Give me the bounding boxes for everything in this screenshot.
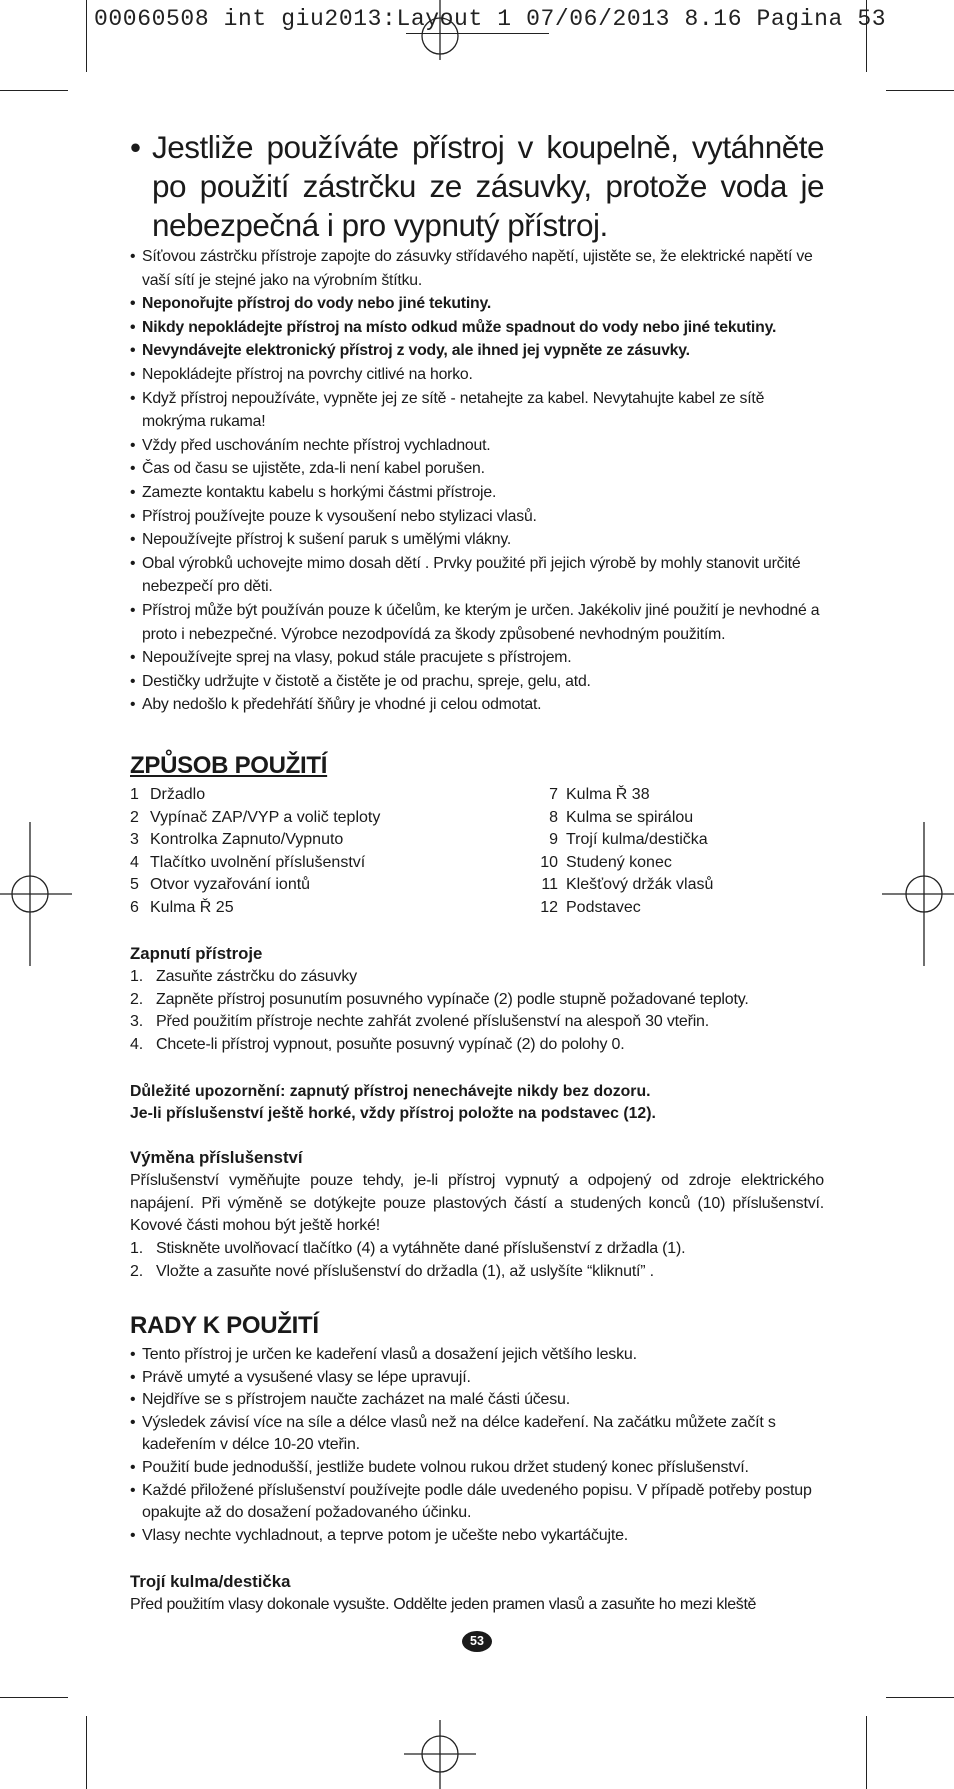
- list-item: • Přístroj používejte pouze k vysoušení nebo stylizaci vlasů.: [130, 505, 824, 529]
- list-item: • Vždy před uschováním nechte přístroj vychladnout.: [130, 434, 824, 458]
- part-number: 7: [549, 786, 558, 803]
- step-item: [130, 989, 824, 1012]
- part-number: 8: [549, 808, 558, 826]
- step-text: Před použitím přístroje nechte zahřát zvolené příslušenství na alespoň 30 vteřin.: [156, 1013, 709, 1031]
- part-label: Kontrolka Zapnuto/Vypnuto: [150, 831, 344, 849]
- registration-mark-icon: [0, 822, 72, 966]
- list-item: • Nevyndávejte elektronický přístroj z vody, ale ihned jej vypněte ze zásuvky.: [130, 339, 824, 363]
- part-number: 5: [130, 876, 139, 894]
- part-number: 1: [130, 786, 139, 803]
- tips-list: [130, 1344, 824, 1547]
- list-item: • Nepoužívejte přístroj k sušení paruk s umělými vlákny.: [130, 528, 824, 552]
- subsection-title-exchange: Výměna příslušenství: [130, 1148, 303, 1167]
- list-item: • Nejdříve se s přístrojem naučte zacházet na malé části účesu.: [130, 1389, 824, 1412]
- crop-mark: [866, 1716, 867, 1789]
- step-text: Zasuňte zástrčku do zásuvky: [156, 968, 357, 985]
- section-title-usage: ZPŮSOB POUŽITÍ: [130, 752, 328, 779]
- step-item: [130, 1261, 824, 1284]
- part-number: 9: [549, 831, 558, 849]
- exchange-steps: [130, 1238, 824, 1283]
- part-number: 2: [130, 808, 139, 826]
- list-item: • Právě umyté a vysušené vlasy se lépe upravují.: [130, 1367, 824, 1390]
- intro-warning: [130, 128, 824, 245]
- part-label: Klešťový držák vlasů: [566, 876, 714, 894]
- crop-mark: [886, 1697, 954, 1698]
- parts-list-left: [130, 784, 510, 920]
- step-text: Chcete-li přístroj vypnout, posuňte posuvný vypínač (2) do polohy 0.: [156, 1035, 625, 1053]
- crop-mark: [86, 1716, 87, 1789]
- step-number: 4.: [130, 1035, 143, 1053]
- intro-warning-text: Jestliže používáte přístroj v koupelně, vytáhněte po použití zástrčku ze zásuvky, protože voda je nebezpečná i pro vypnutý přístroj.: [152, 129, 824, 243]
- part-number: 11: [541, 876, 558, 894]
- part-item: [130, 807, 510, 830]
- part-number: 6: [130, 898, 139, 916]
- step-number: 2.: [130, 1262, 143, 1280]
- section-title-tips: RADY K POUŽITÍ: [130, 1312, 319, 1339]
- part-item: [130, 829, 510, 852]
- step-item: [130, 966, 824, 989]
- step-item: [130, 1238, 824, 1261]
- warning-line: Je-li příslušenství ještě horké, vždy přístroj položte na podstavec (12).: [130, 1105, 656, 1122]
- list-item: • Použití bude jednodušší, jestliže budete volnou rukou držet studený konec příslušenství.: [130, 1457, 824, 1480]
- registration-mark-icon: [404, 1720, 476, 1789]
- part-label: Kulma se spirálou: [566, 808, 694, 826]
- part-label: Kulma Ř 25: [150, 898, 234, 916]
- list-item: • Destičky udržujte v čistotě a čistěte je od prachu, spreje, gelu, atd.: [130, 670, 824, 694]
- list-item: • Neponořujte přístroj do vody nebo jiné tekutiny.: [130, 292, 824, 316]
- page-number: 53: [462, 1631, 492, 1652]
- list-item: • Tento přístroj je určen ke kadeření vlasů a dosažení jejich většího lesku.: [130, 1344, 824, 1367]
- part-number: 12: [540, 898, 558, 916]
- part-item: [530, 852, 830, 875]
- list-item: • Zamezte kontaktu kabelu s horkými částmi přístroje.: [130, 481, 824, 505]
- switch-on-steps: [130, 966, 824, 1056]
- step-text: Vložte a zasuňte nové příslušenství do držadla (1), až uslyšíte “kliknutí” .: [156, 1262, 654, 1280]
- part-item: [530, 897, 830, 920]
- part-label: Vypínač ZAP/VYP a volič teploty: [150, 808, 381, 826]
- list-item: • Výsledek závisí více na síle a délce vlasů než na délce kadeření. Na začátku můžete začít s kadeřením v délce 10-20 vteřin.: [130, 1412, 824, 1457]
- part-label: Podstavec: [566, 898, 641, 916]
- safety-list: [130, 245, 824, 717]
- part-item: [130, 784, 510, 807]
- part-number: 4: [130, 853, 139, 871]
- part-item: [530, 784, 830, 807]
- part-item: [530, 874, 830, 897]
- list-item: • Nepoužívejte sprej na vlasy, pokud stále pracujete s přístrojem.: [130, 646, 824, 670]
- part-item: [130, 852, 510, 875]
- subsection-title-switch-on: Zapnutí přístroje: [130, 944, 263, 963]
- exchange-paragraph: Příslušenství vyměňujte pouze tehdy, je-li přístroj vypnutý a odpojený od zdroje elektrického napájení. Při výměně se dotýkejte pouze plastových částí a studených konců (10) příslušenství. Kovové části mohou být ještě horké!: [130, 1172, 824, 1235]
- part-label: Kulma Ř 38: [566, 786, 650, 803]
- step-text: Stiskněte uvolňovací tlačítko (4) a vytáhněte dané příslušenství z držadla (1).: [156, 1240, 686, 1257]
- step-number: 3.: [130, 1013, 143, 1031]
- subsection-title-triple: Trojí kulma/destička: [130, 1572, 291, 1591]
- step-text: Zapněte přístroj posunutím posuvného vypínače (2) podle stupně požadované teploty.: [156, 990, 749, 1008]
- part-label: Trojí kulma/destička: [566, 831, 708, 849]
- step-number: 1.: [130, 1240, 143, 1257]
- step-item: [130, 1011, 824, 1034]
- crop-mark: [886, 90, 954, 91]
- part-item: [130, 874, 510, 897]
- crop-mark: [0, 1697, 68, 1698]
- list-item: • Každé přiložené příslušenství používejte podle dále uvedeného popisu. V případě potřeby postup opakujte až do dosažení požadovaného účinku.: [130, 1480, 824, 1525]
- part-number: 3: [130, 831, 139, 849]
- list-item: • Když přístroj nepoužíváte, vypněte jej ze sítě - netahejte za kabel. Nevytahujte kabel ze sítě mokrýma rukama!: [130, 387, 824, 434]
- step-number: 1.: [130, 968, 143, 985]
- list-item: • Nepokládejte přístroj na povrchy citlivé na horko.: [130, 363, 824, 387]
- step-number: 2.: [130, 990, 143, 1008]
- print-slug: 00060508 int giu2013:Layout 1 07/06/2013 8.16 Pagina 53: [94, 6, 887, 32]
- parts-list-right: [530, 784, 830, 920]
- list-item: • Čas od času se ujistěte, zda-li není kabel porušen.: [130, 457, 824, 481]
- triple-paragraph: Před použitím vlasy dokonale vysušte. Oddělte jeden pramen vlasů a zasuňte ho mezi kleště: [130, 1596, 757, 1613]
- list-item: • Síťovou zástrčku přístroje zapojte do zásuvky střídavého napětí, ujistěte se, že elektrické napětí ve vaší sítí je stejné jako na výrobním štítku.: [130, 245, 824, 292]
- warning-line: Důležité upozornění: zapnutý přístroj nenechávejte nikdy bez dozoru.: [130, 1083, 651, 1100]
- crop-mark: [0, 90, 68, 91]
- part-item: [130, 897, 510, 920]
- list-item: • Nikdy nepokládejte přístroj na místo odkud může spadnout do vody nebo jiné tekutiny.: [130, 316, 824, 340]
- list-item: • Přístroj může být používán pouze k účelům, ke kterým je určen. Jakékoliv jiné použití je nevhodné a proto i nebezpečné. Výrobce nezodpovídá za škody způsobené nevhodným použitím.: [130, 599, 824, 646]
- part-number: 10: [540, 853, 558, 871]
- part-label: Otvor vyzařování iontů: [150, 876, 311, 894]
- registration-mark-icon: [882, 822, 954, 966]
- bullet-icon: •: [130, 129, 142, 165]
- part-item: [530, 807, 830, 830]
- list-item: • Aby nedošlo k předehřátí šňůry je vhodné ji celou odmotat.: [130, 693, 824, 717]
- crop-mark: [86, 0, 87, 72]
- list-item: • Vlasy nechte vychladnout, a teprve potom je učešte nebo vykartáčujte.: [130, 1525, 824, 1548]
- part-label: Tlačítko uvolnění příslušenství: [150, 853, 366, 871]
- step-item: [130, 1034, 824, 1057]
- part-item: [530, 829, 830, 852]
- part-label: Držadlo: [150, 786, 206, 803]
- list-item: • Obal výrobků uchovejte mimo dosah dětí . Prvky použité při jejich výrobě by mohly stanovit určité nebezpečí pro děti.: [130, 552, 824, 599]
- part-label: Studený konec: [566, 853, 672, 871]
